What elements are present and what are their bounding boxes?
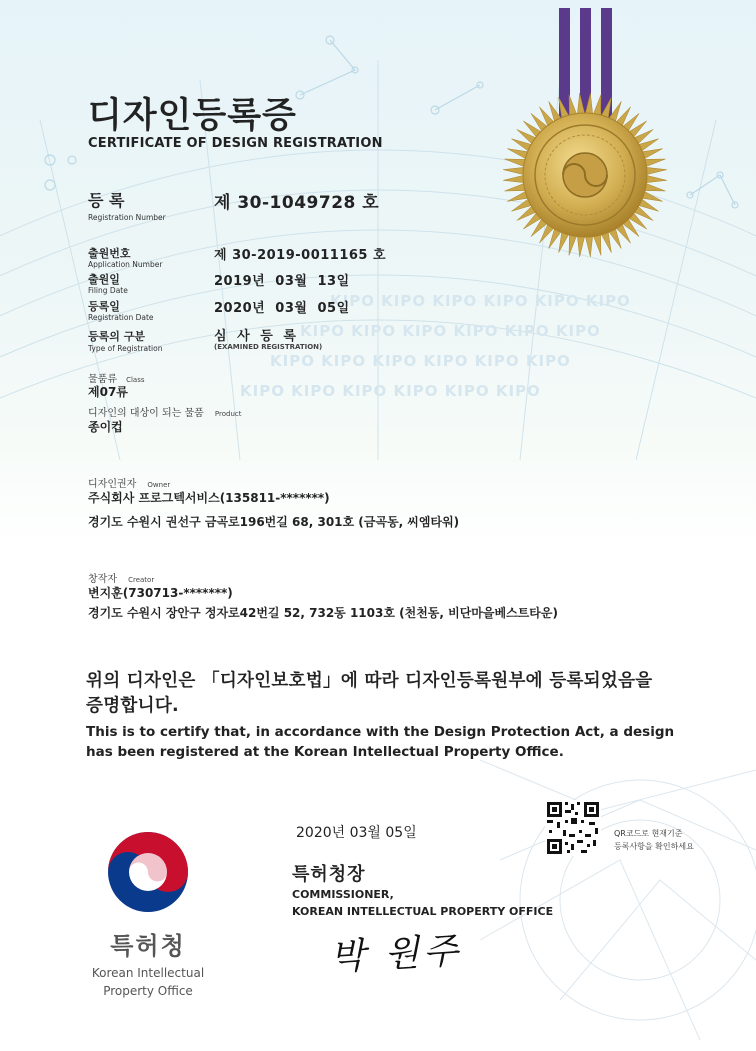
registration-date: 2020년 03월 05일 [214, 301, 350, 316]
commissioner-title-en-line1: COMMISSIONER, [292, 888, 394, 901]
product-label-en: Product [214, 410, 242, 418]
class-value: 제07류 [88, 385, 128, 399]
certification-text-ko-line1: 위의 디자인은 「디자인보호법」에 따라 디자인등록원부에 등록되었음을 [86, 671, 653, 691]
filing-date: 2019년 03월 13일 [214, 274, 350, 289]
owner-address: 경기도 수원시 권선구 금곡로196번길 68, 301호 (금곡동, 씨엠타워) [88, 515, 460, 529]
gold-seal-icon [500, 90, 670, 260]
commissioner-title-ko: 특허청장 [292, 864, 366, 885]
registration-date-label-en: Registration Date [88, 313, 154, 322]
certificate-title-en: CERTIFICATE OF DESIGN REGISTRATION [88, 136, 383, 151]
qr-note-line2: 등록사항을 확인하세요 [614, 842, 694, 851]
registration-type-label-en: Type of Registration [88, 344, 163, 353]
creator-name: 변지훈(730713-*******) [88, 586, 233, 600]
creator-label-en: Creator [128, 576, 155, 584]
owner-label: 디자인권자 [88, 479, 137, 490]
creator-address: 경기도 수원시 장안구 정자로42번길 52, 732동 1103호 (천천동, 비단마을베스트타운) [88, 606, 558, 620]
class-label-en: Class [126, 376, 145, 384]
application-number: 제 30-2019-0011165 호 [214, 248, 387, 263]
registration-label: 등 록 [88, 191, 125, 210]
watermark-kipo: KIPO KIPO KIPO KIPO KIPO KIPO [300, 322, 601, 340]
certificate-title: 디자인등록증 [88, 96, 297, 136]
kipo-taegeuk-logo-icon [106, 830, 190, 914]
product-label: 디자인의 대상이 되는 물품 [88, 408, 204, 419]
registration-type: 심 사 등 록 [214, 329, 297, 344]
application-number-label: 출원번호 [88, 247, 131, 260]
watermark-kipo: KIPO KIPO KIPO KIPO KIPO KIPO [270, 352, 571, 370]
certification-text-ko-line2: 증명합니다. [86, 696, 179, 716]
product-value: 종이컵 [88, 420, 123, 434]
registration-date-label: 등록일 [88, 300, 120, 313]
logo-name-en-line1: Korean Intellectual [91, 966, 205, 980]
owner-name: 주식회사 프로그텍서비스(135811-*******) [88, 491, 330, 505]
qr-code-icon[interactable] [545, 800, 601, 856]
qr-note-line1: QR코드로 현재기준 [614, 829, 683, 838]
watermark-kipo: KIPO KIPO KIPO KIPO KIPO KIPO [330, 292, 631, 310]
watermark-kipo: KIPO KIPO KIPO KIPO KIPO KIPO [240, 382, 541, 400]
certification-text-en-line1: This is to certify that, in accordance with the Design Protection Act, a design [86, 724, 675, 740]
commissioner-signature: 박 원주 [329, 930, 463, 979]
registration-label-en: Registration Number [88, 213, 166, 222]
certification-text-en-line2: has been registered at the Korean Intellectual Property Office. [86, 744, 564, 760]
creator-label: 창작자 [88, 574, 117, 585]
filing-date-label-en: Filing Date [88, 286, 128, 295]
owner-label-en: Owner [147, 481, 171, 489]
logo-name-ko: 특허청 [110, 932, 186, 960]
logo-name-en-line2: Property Office [103, 984, 193, 998]
filing-date-label: 출원일 [88, 273, 120, 286]
issue-date: 2020년 03월 05일 [296, 825, 417, 841]
application-number-label-en: Application Number [88, 260, 163, 269]
registration-type-label: 등록의 구분 [88, 330, 145, 343]
commissioner-title-en-line2: KOREAN INTELLECTUAL PROPERTY OFFICE [292, 905, 554, 918]
registration-number: 제 30-1049728 호 [214, 193, 380, 213]
registration-type-en: (EXAMINED REGISTRATION) [214, 343, 323, 351]
class-label: 물품류 [88, 374, 117, 385]
